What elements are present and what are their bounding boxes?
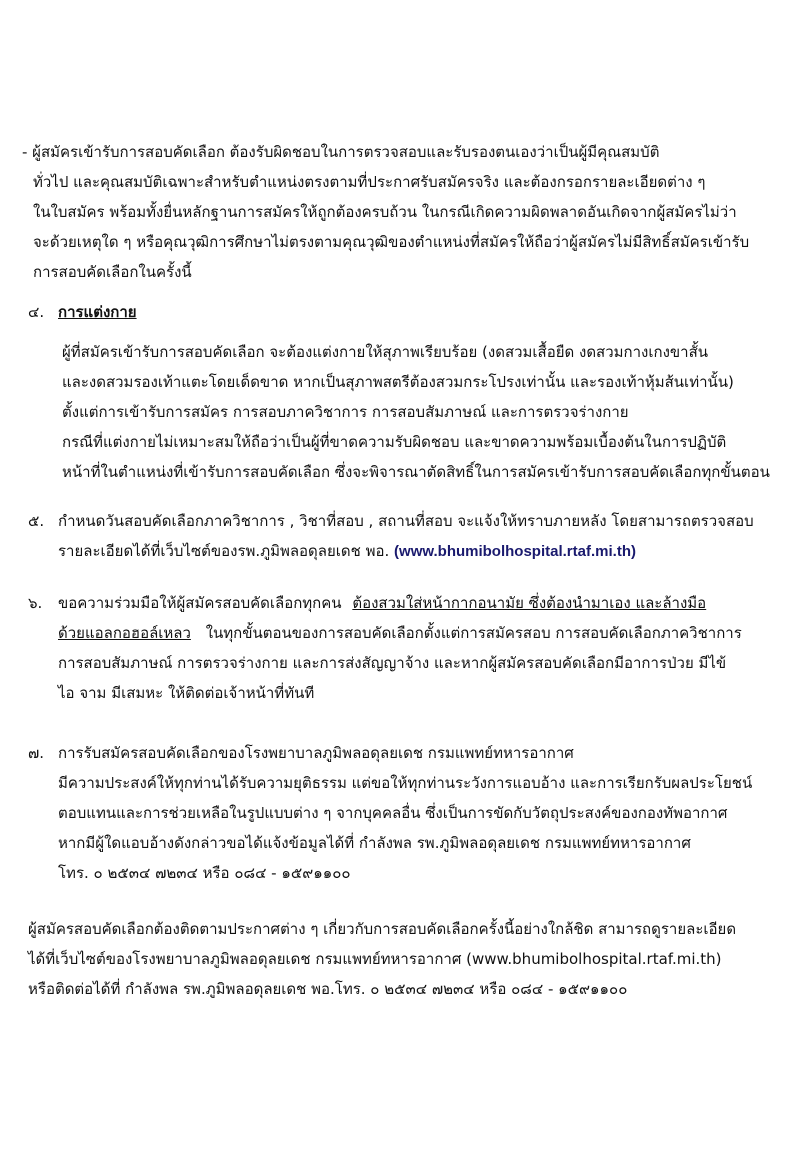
item7-line-3: ตอบแทนและการช่วยเหลือในรูปแบบต่าง ๆ จากบุคคลอื่น ซึ่งเป็นการขัดกับวัตถุประสงค์ของกองทัพอากาศ — [58, 804, 728, 822]
item5-line-1: กำหนดวันสอบคัดเลือกภาควิชาการ , วิชาที่สอบ , สถานที่สอบ จะแจ้งให้ทราบภายหลัง โดยสามารถตรวจสอบ — [58, 512, 754, 530]
item3-line-2: ทั่วไป และคุณสมบัติเฉพาะสำหรับตำแหน่งตรงตามที่ประกาศรับสมัครจริง และต้องกรอกรายละเอียดต่าง ๆ — [33, 173, 706, 191]
item6-emphasis-mask: ต้องสวมใส่หน้ากากอนามัย ซึ่งต้องนำมาเอง และล้างมือ — [352, 594, 707, 612]
item6-line-4: ไอ จาม มีเสมหะ ให้ติดต่อเจ้าหน้าที่ทันที — [58, 684, 315, 702]
closing-line-3: หรือติดต่อได้ที่ กำลังพล รพ.ภูมิพลอดุลยเดช พอ.โทร. ๐ ๒๕๓๔ ๗๒๓๔ หรือ ๐๘๔ - ๑๕๙๑๑๐๐ — [28, 980, 628, 998]
item4-line-1: ผู้ที่สมัครเข้ารับการสอบคัดเลือก จะต้องแต่งกายให้สุภาพเรียบร้อย (งดสวมเสื้อยืด งดสวมกางเกงขาสั้น — [62, 343, 708, 361]
item5-line-2-text: รายละเอียดได้ที่เว็บไซต์ของรพ.ภูมิพลอดุลยเดช พอ. — [58, 542, 390, 560]
item3-line-4: จะด้วยเหตุใด ๆ หรือคุณวุฒิการศึกษาไม่ตรงตามคุณวุฒิของตำแหน่งที่สมัครให้ถือว่าผู้สมัครไม่มีสิทธิ์สมัครเข้ารับ — [33, 233, 750, 251]
item7-line-4: หากมีผู้ใดแอบอ้างดังกล่าวขอได้แจ้งข้อมูลได้ที่ กำลังพล รพ.ภูมิพลอดุลยเดช กรมแพทย์ทหารอากาศ — [58, 834, 691, 852]
item6-line-1 — [58, 592, 706, 614]
item6-line-1-text: ขอความร่วมมือให้ผู้สมัครสอบคัดเลือกทุกคน — [58, 594, 342, 612]
item4-line-2: และงดสวมรองเท้าแตะโดยเด็ดขาด หากเป็นสุภาพสตรีต้องสวมกระโปรงเท่านั้น และรองเท้าหุ้มส้นเท่านั้น) — [62, 373, 734, 391]
item5-website-link[interactable]: (www.bhumibolhospital.rtaf.mi.th) — [394, 543, 636, 560]
item4-number: ๔. — [28, 303, 45, 321]
item4-line-3: ตั้งแต่การเข้ารับการสมัคร การสอบภาควิชาการ การสอบสัมภาษณ์ และการตรวจร่างกาย — [62, 403, 629, 421]
item5-line-2 — [58, 540, 636, 563]
item7-line-5: โทร. ๐ ๒๕๓๔ ๗๒๓๔ หรือ ๐๘๔ - ๑๕๙๑๑๐๐ — [58, 864, 351, 882]
item3-line-3: ในใบสมัคร พร้อมทั้งยื่นหลักฐานการสมัครให้ถูกต้องครบถ้วน ในกรณีเกิดความผิดพลาดอันเกิดจากผู้สมัครไม่ว่า — [33, 203, 737, 221]
item7-number: ๗. — [28, 744, 45, 762]
item3-line-1: - ผู้สมัครเข้ารับการสอบคัดเลือก ต้องรับผิดชอบในการตรวจสอบและรับรองตนเองว่าเป็นผู้มีคุณสมบัติ — [22, 143, 660, 161]
closing-line-2: ได้ที่เว็บไซต์ของโรงพยาบาลภูมิพลอดุลยเดช กรมแพทย์ทหารอากาศ (www.bhumibolhospital.rtaf.mi.th) — [28, 950, 722, 968]
item4-heading: การแต่งกาย — [58, 303, 137, 321]
item6-line-2 — [58, 622, 742, 644]
item4-line-5: หน้าที่ในตำแหน่งที่เข้ารับการสอบคัดเลือก ซึ่งจะพิจารณาตัดสิทธิ์ในการสมัครเข้ารับการสอบคัดเลือกทุกขั้นตอน — [62, 463, 770, 481]
item6-line-2-text: ในทุกขั้นตอนของการสอบคัดเลือกตั้งแต่การสมัครสอบ การสอบคัดเลือกภาควิชาการ — [205, 624, 742, 642]
item6-line-3: การสอบสัมภาษณ์ การตรวจร่างกาย และการส่งสัญญาจ้าง และหากผู้สมัครสอบคัดเลือกมีอาการป่วย มีไข้ — [58, 654, 727, 672]
item6-emphasis-alcohol: ด้วยแอลกอฮอล์เหลว — [58, 624, 191, 642]
item5-number: ๕. — [28, 512, 45, 530]
closing-line-1: ผู้สมัครสอบคัดเลือกต้องติดตามประกาศต่าง ๆ เกี่ยวกับการสอบคัดเลือกครั้งนี้อย่างใกล้ชิด สามารถดูรายละเอียด — [28, 920, 737, 938]
item6-number: ๖. — [28, 594, 43, 612]
item3-line-5: การสอบคัดเลือกในครั้งนี้ — [33, 263, 192, 281]
item7-line-2: มีความประสงค์ให้ทุกท่านได้รับความยุติธรรม แต่ขอให้ทุกท่านระวังการแอบอ้าง และการเรียกรับผลประโยชน์ — [58, 774, 753, 792]
item7-line-1: การรับสมัครสอบคัดเลือกของโรงพยาบาลภูมิพลอดุลยเดช กรมแพทย์ทหารอากาศ — [58, 744, 574, 762]
item4-line-4: กรณีที่แต่งกายไม่เหมาะสมให้ถือว่าเป็นผู้ที่ขาดความรับผิดชอบ และขาดความพร้อมเบื้องต้นในการปฏิบัติ — [62, 433, 727, 451]
